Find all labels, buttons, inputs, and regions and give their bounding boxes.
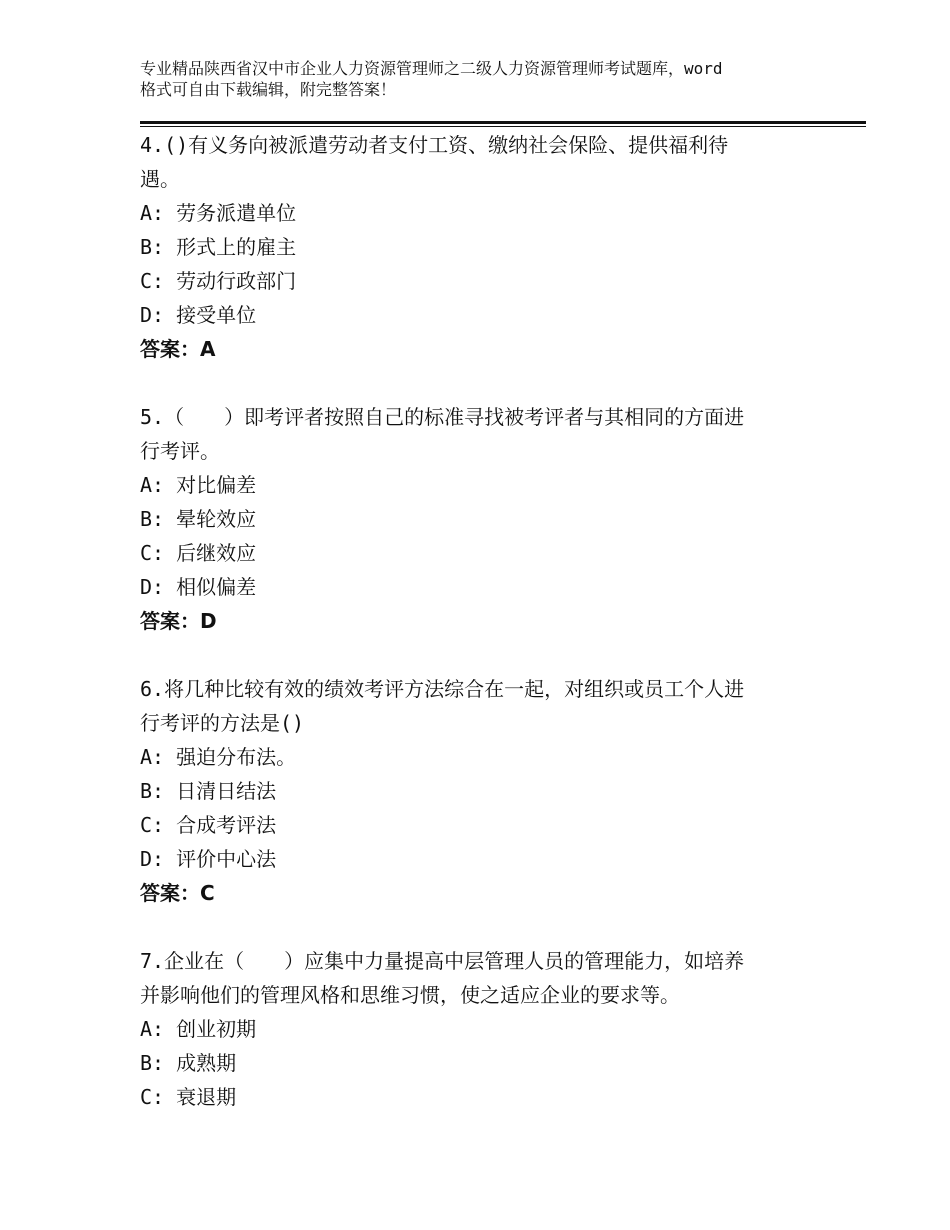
question-6 (140, 672, 840, 910)
option-d: D: 接受单位 (140, 303, 257, 327)
document-header (140, 58, 830, 100)
header-divider-thin (140, 126, 866, 127)
header-line-2: 格式可自由下载编辑，附完整答案！ (140, 80, 397, 99)
question-stem-line: 4.()有义务向被派遣劳动者支付工资、缴纳社会保险、提供福利待 (140, 133, 729, 157)
option-a: A: 对比偏差 (140, 473, 257, 497)
option-d: D: 相似偏差 (140, 575, 257, 599)
question-stem-line: 并影响他们的管理风格和思维习惯，使之适应企业的要求等。 (140, 983, 680, 1007)
option-a: A: 强迫分布法。 (140, 745, 297, 769)
answer-label: 答案：A (140, 337, 216, 361)
option-a: A: 劳务派遣单位 (140, 201, 297, 225)
question-7 (140, 944, 840, 1114)
question-stem-line: 行考评的方法是() (140, 711, 305, 735)
question-5 (140, 400, 840, 638)
option-c: C: 劳动行政部门 (140, 269, 297, 293)
option-b: B: 日清日结法 (140, 779, 277, 803)
option-a: A: 创业初期 (140, 1017, 257, 1041)
question-stem-line: 行考评。 (140, 439, 220, 463)
option-b: B: 成熟期 (140, 1051, 237, 1075)
answer-label: 答案：D (140, 609, 217, 633)
question-4 (140, 128, 840, 366)
option-c: C: 后继效应 (140, 541, 257, 565)
option-b: B: 晕轮效应 (140, 507, 257, 531)
header-divider-thick (140, 121, 866, 124)
option-d: D: 评价中心法 (140, 847, 277, 871)
answer-label: 答案：C (140, 881, 215, 905)
question-stem-line: 5.（ ）即考评者按照自己的标准寻找被考评者与其相同的方面进 (140, 405, 745, 429)
question-list (140, 128, 840, 1114)
option-c: C: 衰退期 (140, 1085, 237, 1109)
header-line-1: 专业精品陕西省汉中市企业人力资源管理师之二级人力资源管理师考试题库，word (140, 59, 723, 78)
option-b: B: 形式上的雇主 (140, 235, 297, 259)
question-stem-line: 遇。 (140, 167, 180, 191)
question-stem-line: 6.将几种比较有效的绩效考评方法综合在一起，对组织或员工个人进 (140, 677, 745, 701)
option-c: C: 合成考评法 (140, 813, 277, 837)
question-stem-line: 7.企业在（ ）应集中力量提高中层管理人员的管理能力，如培养 (140, 949, 745, 973)
